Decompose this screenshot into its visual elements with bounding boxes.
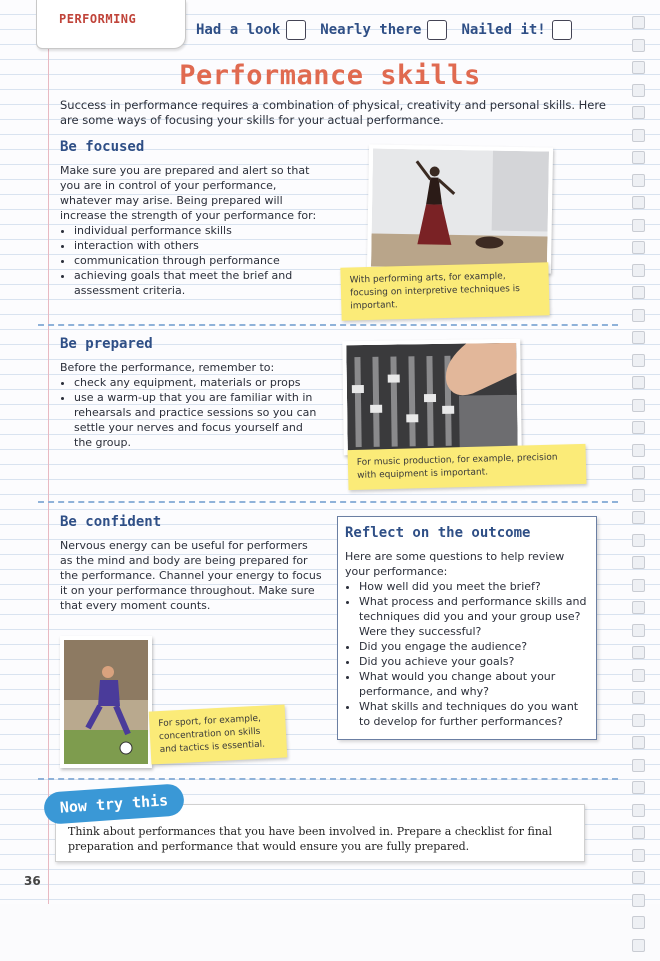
binder-ring [632, 511, 645, 524]
binder-ring [632, 916, 645, 929]
mixing-desk-image [346, 343, 517, 451]
binder-ring [632, 444, 645, 457]
section-tab-label: PERFORMING [59, 12, 137, 26]
sticky-note-music-production: For music production, for example, precision with equipment is important. [348, 444, 587, 490]
binder-ring [632, 489, 645, 502]
binder-ring [632, 691, 645, 704]
list-item: • How well did you meet the brief? [359, 579, 589, 594]
mixing-desk-photo [342, 339, 522, 455]
binder-ring [632, 736, 645, 749]
list-item: • individual performance skills [74, 223, 322, 238]
binder-ring [632, 174, 645, 187]
list-item: • communication through performance [74, 253, 322, 268]
list-item: • Did you achieve your goals? [359, 654, 589, 669]
binder-ring [632, 219, 645, 232]
intro-text: Success in performance requires a combination of physical, creativity and personal skills. Here are some ways of focusing your skills for your actual performance. [60, 98, 606, 127]
binder-ring [632, 196, 645, 209]
be-focused-list [60, 223, 322, 298]
reflect-text: Here are some questions to help review your performance: [345, 550, 565, 578]
list-item: • What would you change about your performance, and why? [359, 669, 589, 699]
binder-ring [632, 534, 645, 547]
progress-label-had-a-look: Had a look [196, 22, 281, 38]
section-tab [36, 0, 186, 49]
be-prepared-section [60, 360, 322, 450]
binder-ring [632, 781, 645, 794]
binder-ring [632, 579, 645, 592]
binder-ring [632, 556, 645, 569]
be-focused-text: Make sure you are prepared and alert so that you are in control of your performance, whatever may arise. Being prepared will increase the strength of your performance for: [60, 164, 317, 222]
list-item: • interaction with others [74, 238, 322, 253]
binder-ring [632, 894, 645, 907]
heading-reflect-on-the-outcome: Reflect on the outcome [345, 525, 531, 541]
binder-ring [632, 106, 645, 119]
footballer-image [64, 640, 148, 764]
footballer-photo [60, 636, 152, 768]
binder-ring [632, 331, 645, 344]
margin-line [48, 0, 49, 904]
binder-ring [632, 286, 645, 299]
checkbox-nearly-there[interactable] [427, 20, 447, 40]
binder-ring [632, 376, 645, 389]
reflect-section [345, 549, 589, 729]
binder-ring [632, 309, 645, 322]
progress-label-nailed-it: Nailed it! [461, 22, 546, 38]
list-item: • check any equipment, materials or props [74, 375, 322, 390]
binder-ring [632, 39, 645, 52]
section-divider [38, 778, 618, 780]
binder-ring [632, 826, 645, 839]
sticky-note-sport: For sport, for example, concentration on skills and tactics is essential. [149, 704, 288, 764]
list-item: • achieving goals that meet the brief and assessment criteria. [74, 268, 322, 298]
binder-ring [632, 804, 645, 817]
heading-be-confident: Be confident [60, 514, 162, 530]
binder-ring [632, 871, 645, 884]
binder-ring [632, 759, 645, 772]
list-item: • What skills and techniques do you want to develop for further performances? [359, 699, 589, 729]
now-try-this-text: Think about performances that you have been involved in. Prepare a checklist for final preparation and performance that would ensure you are fully prepared. [68, 825, 552, 853]
heading-be-focused: Be focused [60, 139, 145, 155]
binder-ring [632, 714, 645, 727]
list-item: • What process and performance skills and techniques did you and your group use? Were they successful? [359, 594, 589, 639]
binder-ring [632, 939, 645, 952]
be-prepared-text: Before the performance, remember to: [60, 361, 275, 374]
binder-ring [632, 646, 645, 659]
section-divider [38, 501, 618, 503]
sticky-note-performing-arts: With performing arts, for example, focusing on interpretive techniques is important. [340, 262, 549, 320]
progress-label-nearly-there: Nearly there [320, 22, 422, 38]
binder-ring [632, 264, 645, 277]
binder-ring [632, 601, 645, 614]
list-item: • Did you engage the audience? [359, 639, 589, 654]
binder-ring [632, 16, 645, 29]
page-title: Performance skills [179, 60, 481, 91]
be-prepared-list [60, 375, 322, 450]
binder-ring [632, 241, 645, 254]
binder-ring [632, 624, 645, 637]
binder-ring [632, 151, 645, 164]
dancer-photo [367, 144, 553, 273]
checkbox-nailed-it[interactable] [552, 20, 572, 40]
page-number: 36 [24, 874, 41, 888]
binder-ring [632, 669, 645, 682]
binder-ring [632, 354, 645, 367]
section-divider [38, 324, 618, 326]
be-confident-text: Nervous energy can be useful for performers as the mind and body are being prepared for the performance. Channel your energy to focus it on your performance throughout. Make sure that every moment counts. [60, 539, 322, 612]
dancer-image [371, 148, 549, 269]
binder-ring [632, 399, 645, 412]
heading-be-prepared: Be prepared [60, 336, 153, 352]
binder-ring [632, 466, 645, 479]
reflect-list [345, 579, 589, 729]
binder-ring [632, 849, 645, 862]
checkbox-had-a-look[interactable] [286, 20, 306, 40]
reflect-box [337, 516, 597, 740]
be-focused-section [60, 163, 322, 298]
now-try-this-label: Now try this [43, 783, 185, 825]
binder-ring [632, 421, 645, 434]
binder-ring [632, 129, 645, 142]
list-item: • use a warm-up that you are familiar with in rehearsals and practice sessions so you can settle your nerves and focus yourself and the group. [74, 390, 322, 450]
binder-rings [632, 16, 646, 961]
progress-tracker [196, 20, 586, 40]
